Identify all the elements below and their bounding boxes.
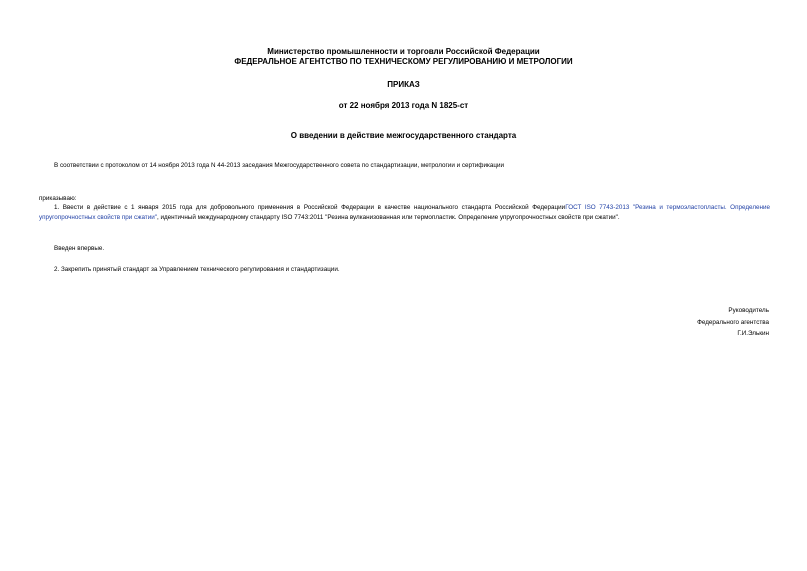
agency-name: ФЕДЕРАЛЬНОЕ АГЕНТСТВО ПО ТЕХНИЧЕСКОМУ РЕГУЛИРОВАНИЮ И МЕТРОЛОГИИ [234,57,573,66]
standard-link[interactable]: ГОСТ ISO 7743-2013 "Резина и термоэластопласты. Определение упругопрочностных свойств при сжатии" [39,204,770,221]
order-word: приказываю: [39,195,77,202]
document-date-number: от 22 ноября 2013 года N 1825-ст [338,101,469,110]
order-item-2: 2. Закрепить принятый стандарт за Управлением технического регулирования и стандартизации. [54,266,340,273]
signature-block [697,305,769,340]
signatory-position: Руководитель [728,307,769,314]
signatory-organization: Федерального агентства [697,318,769,326]
order-item-1 [39,203,770,223]
ministry-name: Министерство промышленности и торговли Российской Федерации [267,47,540,56]
document-type: ПРИКАЗ [387,80,420,89]
preamble: В соответствии с протоколом от 14 ноября 2013 года N 44-2013 заседания Межгосударственного совета по стандартизации, метрологии и сертификации [54,162,504,169]
introduced-first-note: Введен впервые. [54,245,105,252]
signatory-name: Г.И.Элькин [737,330,769,337]
document-subject: О введении в действие межгосударственного стандарта [290,131,517,140]
item-1-suffix: , идентичный международному стандарту ISO 7743:2011 "Резина вулканизованная или термопластик. Определение упругопрочностных свойств при сжатии". [156,214,620,221]
item-1-prefix: 1. Ввести в действие с 1 января 2015 года для добровольного применения в Российской Федерации в качестве национального стандарта Российской Федерации [54,204,566,211]
